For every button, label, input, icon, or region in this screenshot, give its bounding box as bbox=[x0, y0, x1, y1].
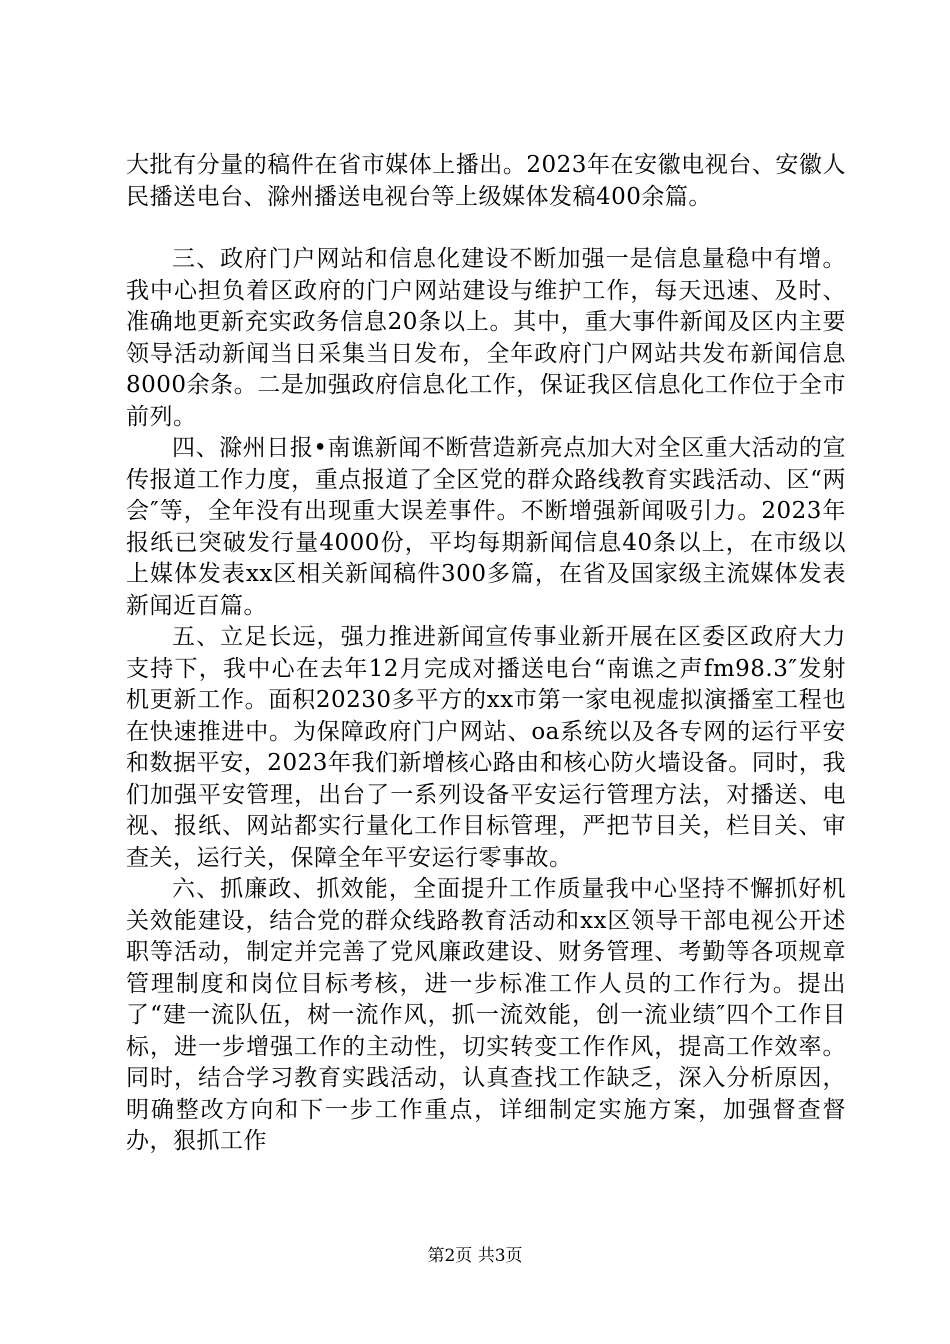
paragraph-section-5: 五、立足长远，强力推进新闻宣传事业新开展在区委区政府大力支持下，我中心在去年12月完成对播送电台“南谯之声fm98.3″发射机更新工作。面积20230多平方的xx市第一家电视虚拟演播室工程也在快速推进中。为保障政府门户网站、oa系统以及各专网的运行平安和数据平安，2023年我们新增核心路由和核心防火墙设备。同时，我们加强平安管理，出台了一系列设备平安运行管理方法，对播送、电视、报纸、网站都实行量化工作目标管理，严把节目关，栏目关、审查关，运行关，保障全年平安运行零事故。 bbox=[126, 624, 846, 871]
document-body bbox=[126, 150, 846, 1158]
page-footer: 第2页 共3页 bbox=[427, 1246, 523, 1266]
paragraph-section-6: 六、抓廉政、抓效能，全面提升工作质量我中心坚持不懈抓好机关效能建设，结合党的群众线路教育活动和xx区领导干部电视公开述职等活动，制定并完善了党风廉政建设、财务管理、考勤等各项规章管理制度和岗位目标考核，进一步标准工作人员的工作行为。提出了“建一流队伍，树一流作风，抓一流效能，创一流业绩″四个工作目标，进一步增强工作的主动性，切实转变工作作风，提高工作效率。同时，结合学习教育实践活动，认真查找工作缺乏，深入分析原因，明确整改方向和下一步工作重点，详细制定实施方案，加强督查督办，狠抓工作 bbox=[126, 876, 846, 1154]
paragraph-section-4: 四、滁州日报•南谯新闻不断营造新亮点加大对全区重大活动的宣传报道工作力度，重点报道了全区党的群众路线教育实践活动、区“两会″等，全年没有出现重大误差事件。不断增强新闻吸引力。2023年报纸已突破发行量4000份，平均每期新闻信息40条以上，在市级以上媒体发表xx区相关新闻稿件300多篇，在省及国家级主流媒体发表新闻近百篇。 bbox=[126, 435, 846, 619]
paragraph-gap bbox=[126, 213, 846, 244]
paragraph-continued: 大批有分量的稿件在省市媒体上播出。2023年在安徽电视台、安徽人民播送电台、滁州播送电视台等上级媒体发稿400余篇。 bbox=[126, 152, 846, 210]
paragraph-section-3: 三、政府门户网站和信息化建设不断加强一是信息量稳中有增。我中心担负着区政府的门户网站建设与维护工作，每天迅速、及时、准确地更新充实政务信息20条以上。其中，重大事件新闻及区内主要领导活动新闻当日采集当日发布，全年政府门户网站共发布新闻信息8000余条。二是加强政府信息化工作，保证我区信息化工作位于全市前列。 bbox=[126, 246, 846, 430]
